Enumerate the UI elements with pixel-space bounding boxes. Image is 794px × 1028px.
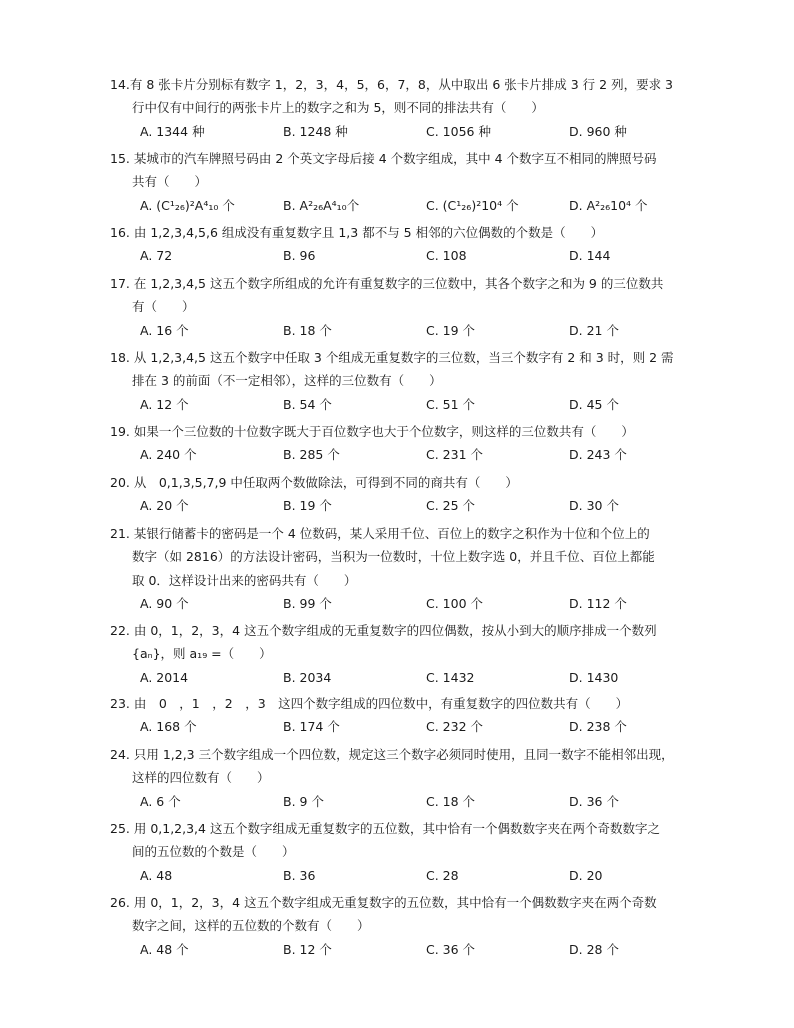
option-a: A. 20 个 [140, 498, 189, 514]
options-row [110, 790, 718, 813]
option-b: B. 9 个 [283, 793, 324, 809]
option-c: C. 19 个 [426, 322, 476, 338]
option-c: C. (C¹₂₆)²10⁴ 个 [426, 197, 519, 213]
question-block [110, 147, 718, 217]
option-a: A. 168 个 [140, 719, 197, 735]
option-d: D. 960 种 [569, 123, 627, 139]
option-a: A. 90 个 [140, 596, 189, 612]
question-block [110, 619, 718, 689]
option-c: C. 18 个 [426, 793, 476, 809]
option-a: A. 48 个 [140, 941, 189, 957]
option-c: C. 1432 [426, 669, 475, 685]
question-block [110, 817, 718, 887]
question-stem: 16. 由 1,2,3,4,5,6 组成没有重复数字且 1,3 都不与 5 相邻的六位偶数的个数是（ ） [110, 225, 604, 240]
option-d: D. 1430 [569, 669, 619, 685]
option-d: D. 238 个 [569, 719, 627, 735]
question-stem-continued: 间的五位数的个数是（ ） [132, 844, 295, 860]
question-stem-continued: {aₙ}，则 a₁₉ =（ ） [132, 646, 272, 662]
option-c: C. 232 个 [426, 719, 484, 735]
options-row [110, 443, 718, 466]
question-block [110, 272, 718, 342]
option-b: B. 19 个 [283, 498, 332, 514]
question-block [110, 743, 718, 813]
question-block [110, 471, 718, 518]
option-c: C. 108 [426, 248, 467, 264]
option-b: B. 36 [283, 867, 316, 883]
question-block [110, 346, 718, 416]
question-stem: 19. 如果一个三位数的十位数字既大于百位数字也大于个位数字，则这样的三位数共有（ ） [110, 424, 634, 439]
question-block [110, 891, 718, 961]
option-c: C. 51 个 [426, 396, 476, 412]
option-c: C. 100 个 [426, 596, 484, 612]
question-stem: 15. 某城市的汽车牌照号码由 2 个英文字母后接 4 个数字组成，其中 4 个数字互不相同的牌照号码 [110, 151, 657, 166]
option-b: B. 1248 种 [283, 123, 348, 139]
options-row [110, 592, 718, 615]
option-d: D. 243 个 [569, 447, 627, 463]
option-a: A. 72 [140, 248, 173, 264]
question-stem: 18. 从 1,2,3,4,5 这五个数字中任取 3 个组成无重复数字的三位数，当三个数字有 2 和 3 时，则 2 需 [110, 350, 674, 365]
option-b: B. 174 个 [283, 719, 340, 735]
question-block [110, 522, 718, 616]
options-row [110, 864, 718, 887]
option-d: D. 45 个 [569, 396, 619, 412]
question-stem-continued: 数字之间，这样的五位数的个数有（ ） [132, 918, 370, 934]
question-stem-continued: 这样的四位数有（ ） [132, 770, 270, 786]
option-c: C. 231 个 [426, 447, 484, 463]
question-block [110, 692, 718, 739]
question-stem: 17. 在 1,2,3,4,5 这五个数字所组成的允许有重复数字的三位数中，其各个数字之和为 9 的三位数共 [110, 276, 664, 291]
question-stem: 24. 只用 1,2,3 三个数字组成一个四位数，规定这三个数字必须同时使用，且同一数字不能相邻出现， [110, 747, 674, 762]
option-b: B. A²₂₆A⁴₁₀个 [283, 197, 360, 213]
question-stem: 21. 某银行储蓄卡的密码是一个 4 位数码，某人采用千位、百位上的数字之积作为十位和个位上的 [110, 526, 650, 541]
options-row [110, 319, 718, 342]
option-a: A. 2014 [140, 669, 189, 685]
question-block [110, 221, 718, 268]
option-d: D. 36 个 [569, 793, 619, 809]
question-stem-continued: 数字（如 2816）的方法设计密码，当积为一位数时，十位上数字选 0，并且千位、百位上都能 [132, 549, 655, 565]
question-stem-continued: 行中仅有中间行的两张卡片上的数字之和为 5，则不同的排法共有（ ） [132, 100, 544, 116]
option-c: C. 36 个 [426, 941, 476, 957]
option-c: C. 1056 种 [426, 123, 491, 139]
options-row [110, 393, 718, 416]
option-a: A. 48 [140, 867, 173, 883]
option-c: C. 28 [426, 867, 459, 883]
option-d: D. 144 [569, 248, 611, 264]
options-row [110, 938, 718, 961]
question-stem: 23. 由 0 ，1 ，2 ，3 这四个数字组成的四位数中，有重复数字的四位数共有（ ） [110, 696, 629, 711]
question-stem-continued: 共有（ ） [132, 174, 208, 190]
option-b: B. 99 个 [283, 596, 332, 612]
option-a: A. 16 个 [140, 322, 189, 338]
option-c: C. 25 个 [426, 498, 476, 514]
option-a: A. 240 个 [140, 447, 197, 463]
option-b: B. 2034 [283, 669, 332, 685]
question-stem: 25. 用 0,1,2,3,4 这五个数字组成无重复数字的五位数，其中恰有一个偶数数字夹在两个奇数数字之 [110, 821, 660, 836]
question-stem-continued: 有（ ） [132, 299, 195, 315]
options-row [110, 494, 718, 517]
option-d: D. 30 个 [569, 498, 619, 514]
option-d: D. 28 个 [569, 941, 619, 957]
option-d: D. A²₂₆10⁴ 个 [569, 197, 648, 213]
option-b: B. 285 个 [283, 447, 340, 463]
option-d: D. 21 个 [569, 322, 619, 338]
question-stem: 20. 从 0,1,3,5,7,9 中任取两个数做除法，可得到不同的商共有（ ） [110, 475, 518, 490]
question-stem: 26. 用 0，1，2，3，4 这五个数字组成无重复数字的五位数，其中恰有一个偶数数字夹在两个奇数 [110, 895, 657, 910]
question-block [110, 420, 718, 467]
question-stem: 22. 由 0，1，2，3，4 这五个数字组成的无重复数字的四位偶数，按从小到大的顺序排成一个数列 [110, 623, 657, 638]
options-row [110, 194, 718, 217]
question-stem-continued: 排在 3 的前面（不一定相邻），这样的三位数有（ ） [132, 373, 442, 389]
question-stem-continued: 取 0．这样设计出来的密码共有（ ） [132, 572, 357, 588]
option-a: A. 1344 种 [140, 123, 205, 139]
options-row [110, 244, 718, 267]
option-d: D. 20 [569, 867, 603, 883]
options-row [110, 715, 718, 738]
option-a: A. 6 个 [140, 793, 181, 809]
option-a: A. 12 个 [140, 396, 189, 412]
options-row [110, 666, 718, 689]
option-b: B. 12 个 [283, 941, 332, 957]
options-row [110, 120, 718, 143]
option-d: D. 112 个 [569, 596, 627, 612]
option-b: B. 96 [283, 248, 316, 264]
option-a: A. (C¹₂₆)²A⁴₁₀ 个 [140, 197, 235, 213]
question-stem: 14.有 8 张卡片分别标有数字 1，2，3，4，5，6，7，8，从中取出 6 张卡片排成 3 行 2 列，要求 3 [110, 77, 674, 92]
option-b: B. 18 个 [283, 322, 332, 338]
option-b: B. 54 个 [283, 396, 332, 412]
question-block [110, 73, 718, 143]
